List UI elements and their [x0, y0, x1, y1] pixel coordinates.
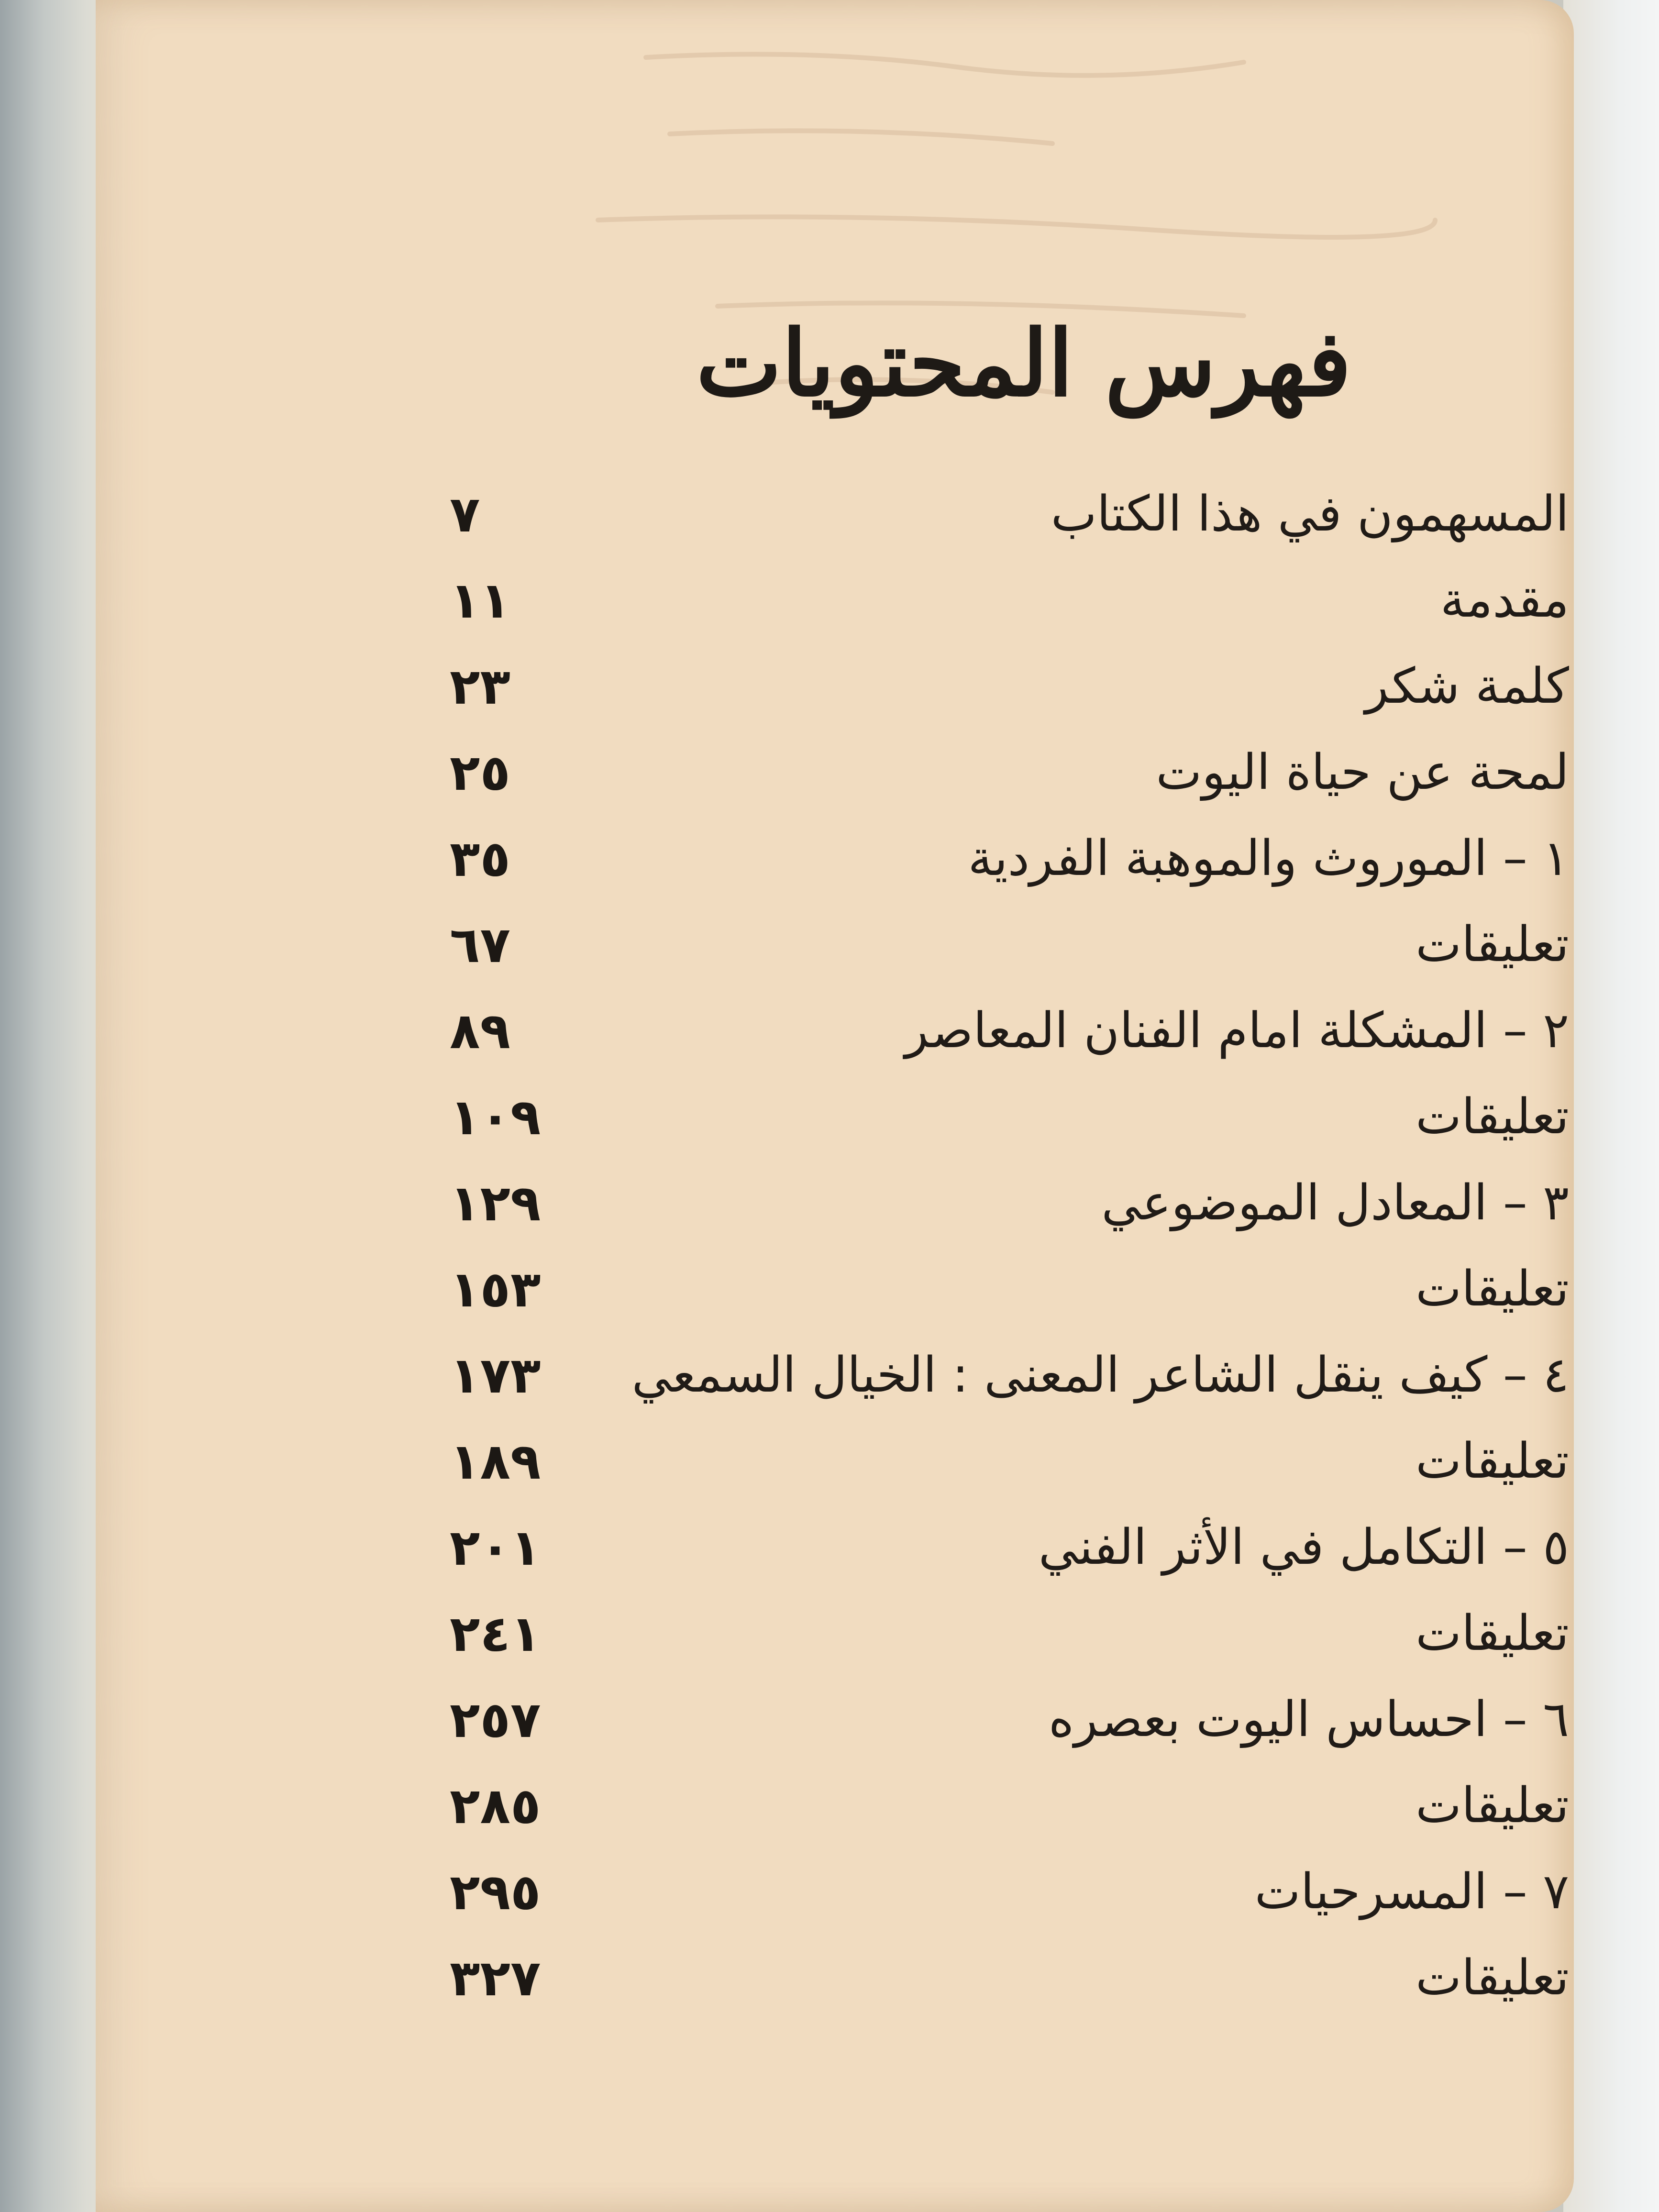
toc-row: [364, 564, 1569, 636]
toc-page-number: ٣٥: [450, 830, 510, 888]
toc-entry-title: تعليقات: [1416, 916, 1569, 973]
toc-entry-title: تعليقات: [1416, 1949, 1569, 2006]
toc-row: [364, 1684, 1569, 1756]
toc-page-number: ٨٩: [450, 1002, 510, 1060]
toc-page-number: ١٢٩: [450, 1174, 541, 1232]
toc-entry-title: مقدمة: [1440, 572, 1569, 629]
toc-page-number: ٢٠١: [450, 1518, 541, 1577]
toc-page-number: ٦٧: [450, 916, 510, 974]
toc-page-number: ١١: [450, 571, 510, 630]
toc-page-number: ١٧٣: [450, 1346, 541, 1405]
toc-page-number: ٢٤١: [450, 1604, 541, 1663]
toc-row: [364, 1942, 1569, 2014]
toc-entry-title: ٧ – المسرحيات: [1254, 1863, 1569, 1920]
toc-row: [364, 823, 1569, 895]
toc-entry-title: تعليقات: [1416, 1088, 1569, 1145]
toc-row: [364, 478, 1569, 550]
toc-page-number: ٢٨٥: [450, 1777, 541, 1835]
toc-row: [364, 1598, 1569, 1670]
toc-page-number: ٢٣: [450, 657, 510, 716]
page-title: فهرس المحتويات: [696, 310, 1351, 417]
toc-page-number: ٢٩٥: [450, 1863, 541, 1921]
toc-row: [364, 1512, 1569, 1583]
toc-entry-title: تعليقات: [1416, 1433, 1569, 1490]
toc-entry-title: ١ – الموروث والموهبة الفردية: [968, 830, 1569, 887]
toc-row: [364, 1339, 1569, 1411]
background-surface: [1563, 0, 1659, 2212]
toc-page-number: ٧: [450, 485, 480, 543]
toc-entry-title: المسهمون في هذا الكتاب: [1051, 486, 1569, 542]
toc-page-number: ٢٥٧: [450, 1691, 541, 1749]
toc-row: [364, 1856, 1569, 1928]
toc-row: [364, 1253, 1569, 1325]
toc-entry-title: تعليقات: [1416, 1777, 1569, 1834]
toc-entry-title: لمحة عن حياة اليوت: [1156, 744, 1569, 801]
toc-entry-title: ٤ – كيف ينقل الشاعر المعنى : الخيال السمعي: [631, 1347, 1569, 1404]
toc-entry-title: تعليقات: [1416, 1261, 1569, 1317]
toc-entry-title: ٦ – احساس اليوت بعصره: [1048, 1691, 1569, 1748]
toc-row: [364, 1167, 1569, 1239]
toc-entry-title: ٣ – المعادل الموضوعي: [1101, 1174, 1569, 1231]
toc-row: [364, 1426, 1569, 1497]
toc-row: [364, 651, 1569, 722]
toc-page-number: ٢٥: [450, 743, 510, 802]
toc-page-number: ١٥٣: [450, 1260, 541, 1318]
toc-page-number: ١٨٩: [450, 1432, 541, 1491]
toc-page-number: ٣٢٧: [450, 1949, 541, 2007]
toc-entry-title: ٢ – المشكلة امام الفنان المعاصر: [905, 1002, 1569, 1059]
toc-entry-title: ٥ – التكامل في الأثر الفني: [1038, 1519, 1569, 1576]
toc-row: [364, 1770, 1569, 1842]
toc-page-number: ١٠٩: [450, 1088, 541, 1146]
toc-row: [364, 1081, 1569, 1153]
toc-row: [364, 909, 1569, 981]
toc-entry-title: تعليقات: [1416, 1605, 1569, 1662]
book-page: [96, 0, 1574, 2212]
toc-row: [364, 995, 1569, 1067]
toc-row: [364, 737, 1569, 808]
toc-entry-title: كلمة شكر: [1365, 658, 1569, 715]
